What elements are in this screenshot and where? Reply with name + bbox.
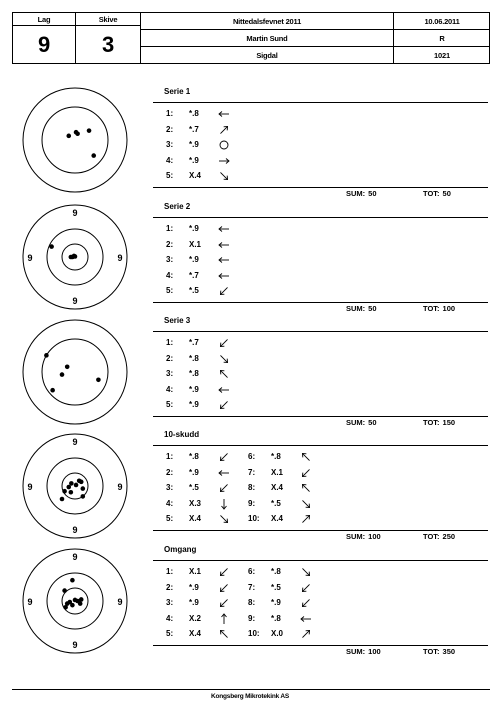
arrow-down-right-icon — [299, 498, 313, 510]
shot-value: *.9 — [189, 384, 199, 394]
series-title: Omgang — [164, 545, 197, 554]
ring-number: 9 — [72, 525, 78, 535]
shot-row — [166, 354, 241, 365]
shot-row — [166, 125, 241, 136]
hit-dot-4 — [73, 254, 78, 259]
series-divider-bottom — [153, 302, 488, 303]
shot-value: *.9 — [189, 582, 199, 592]
shot-number: 3: — [166, 140, 174, 149]
hit-dot-3 — [62, 489, 67, 494]
series-total — [423, 304, 455, 313]
header-table — [12, 12, 490, 64]
arrow-down-left-icon — [217, 451, 231, 463]
shot-row — [248, 614, 323, 625]
arrow-up-icon — [217, 613, 231, 625]
shot-number: 2: — [166, 353, 174, 363]
arrow-up-left-icon — [299, 451, 313, 463]
arrow-left-icon — [217, 108, 231, 120]
shot-row — [166, 271, 241, 282]
shot-value: *.8 — [189, 452, 199, 461]
series-title: Serie 3 — [164, 316, 191, 325]
series-divider-bottom — [153, 645, 488, 646]
shot-number: 2: — [166, 124, 174, 134]
ring-number: 9 — [117, 482, 123, 492]
arrow-down-left-icon — [217, 566, 231, 578]
lag-value: 9 — [13, 26, 76, 64]
arrow-down-right-icon — [217, 353, 231, 365]
hit-dot-2 — [66, 485, 71, 490]
shot-number: 6: — [248, 452, 256, 461]
ring-number: 9 — [72, 640, 78, 650]
sum-value: 100 — [368, 647, 381, 656]
arrow-left-icon — [299, 613, 313, 625]
shot-row — [248, 583, 323, 594]
shot-value: *.8 — [189, 353, 199, 363]
series-sum — [346, 647, 381, 656]
shot-number: 3: — [166, 598, 174, 607]
series-total — [423, 647, 455, 656]
sum-label: SUM: — [346, 647, 366, 656]
shooter-class: R — [394, 30, 490, 47]
shot-value: *.9 — [189, 598, 199, 607]
shot-row — [166, 171, 241, 182]
ring-number: 9 — [117, 597, 123, 607]
shot-number: 5: — [166, 629, 174, 638]
hit-dot-3 — [60, 372, 65, 377]
hit-dot-9 — [60, 497, 65, 502]
shot-number: 3: — [166, 369, 174, 378]
target-3 — [20, 317, 130, 427]
sum-label: SUM: — [346, 304, 366, 313]
shot-number: 9: — [248, 613, 256, 623]
sum-label: SUM: — [346, 532, 366, 541]
shot-value: *.9 — [189, 155, 199, 165]
ring-number: 9 — [72, 296, 78, 306]
shot-row — [248, 598, 323, 609]
hit-dot-10 — [63, 605, 68, 610]
hit-dot-9 — [79, 597, 84, 602]
shot-value: *.8 — [271, 567, 281, 576]
shot-number: 4: — [166, 384, 174, 394]
shot-value: *.8 — [189, 109, 199, 118]
event-name: Nittedalsfevnet 2011 — [141, 13, 394, 30]
sum-label: SUM: — [346, 418, 366, 427]
shot-row — [166, 338, 241, 349]
series-divider-top — [153, 331, 488, 332]
series-block-5 — [153, 545, 488, 660]
hit-dot-2 — [65, 365, 70, 370]
shot-number: 2: — [166, 582, 174, 592]
series-divider-bottom — [153, 416, 488, 417]
ring-number: 9 — [72, 552, 78, 562]
shot-row — [166, 598, 241, 609]
arrow-right-icon — [217, 155, 231, 167]
shot-value: X.4 — [189, 514, 202, 523]
shot-row — [166, 614, 241, 625]
tot-label: TOT: — [423, 189, 440, 198]
shot-value: *.9 — [189, 400, 199, 409]
hit-dot-3 — [74, 130, 79, 135]
tot-label: TOT: — [423, 304, 440, 313]
shot-value: *.9 — [271, 598, 281, 607]
shot-row — [248, 567, 323, 578]
club-name: Sigdal — [141, 47, 394, 64]
shot-value: *.5 — [189, 286, 199, 295]
arrow-down-left-icon — [299, 467, 313, 479]
shot-row — [166, 468, 241, 479]
shot-row — [248, 629, 323, 640]
series-sum — [346, 189, 377, 198]
series-divider-top — [153, 445, 488, 446]
shot-number: 7: — [248, 582, 256, 592]
arrow-down-right-icon — [217, 513, 231, 525]
shot-row — [166, 629, 241, 640]
shot-number: 10: — [248, 514, 260, 523]
target-1 — [20, 85, 130, 195]
arrow-up-left-icon — [217, 368, 231, 380]
shot-value: X.4 — [271, 483, 284, 492]
series-sum — [346, 304, 377, 313]
hit-dot-8 — [69, 490, 74, 495]
hit-dot-7 — [73, 598, 78, 603]
hit-dot-1 — [66, 134, 71, 139]
shot-row — [166, 286, 241, 297]
tot-value: 250 — [442, 532, 456, 541]
ring-number: 9 — [27, 597, 33, 607]
shot-number: 3: — [166, 483, 174, 492]
series-divider-top — [153, 560, 488, 561]
shot-value: *.5 — [271, 498, 281, 508]
shot-row — [166, 369, 241, 380]
arrow-down-right-icon — [299, 566, 313, 578]
shot-number: 3: — [166, 255, 174, 264]
arrow-down-left-icon — [217, 597, 231, 609]
center-circle-icon — [217, 139, 231, 151]
tot-value: 100 — [442, 304, 456, 313]
shot-row — [166, 240, 241, 251]
shot-number: 4: — [166, 270, 174, 280]
sum-value: 50 — [368, 189, 377, 198]
shot-number: 8: — [248, 598, 256, 607]
shot-number: 1: — [166, 109, 174, 118]
arrow-down-left-icon — [217, 285, 231, 297]
hit-dot-7 — [79, 480, 84, 485]
arrow-up-left-icon — [299, 482, 313, 494]
shot-number: 4: — [166, 155, 174, 165]
shooter-name: Martin Sund — [141, 30, 394, 47]
shot-number: 5: — [166, 171, 174, 180]
shot-value: *.9 — [189, 255, 199, 264]
shot-value: *.7 — [189, 124, 199, 134]
series-total — [423, 532, 455, 541]
ring-number: 9 — [27, 482, 33, 492]
shot-value: *.8 — [271, 613, 281, 623]
shot-value: X.1 — [189, 239, 202, 249]
shot-value: *.5 — [271, 582, 281, 592]
series-total — [423, 189, 451, 198]
shot-row — [248, 514, 323, 525]
series-divider-top — [153, 102, 488, 103]
shot-number: 4: — [166, 498, 174, 508]
ring-number: 9 — [72, 208, 78, 218]
shot-value: X.4 — [271, 514, 284, 523]
series-block-4 — [153, 430, 488, 545]
hit-dot-5 — [78, 601, 83, 606]
shot-number: 5: — [166, 514, 174, 523]
shot-number: 1: — [166, 567, 174, 576]
shot-value: X.4 — [189, 171, 202, 180]
arrow-up-right-icon — [217, 124, 231, 136]
arrow-down-left-icon — [299, 582, 313, 594]
shot-row — [166, 483, 241, 494]
shot-row — [248, 499, 323, 510]
target-5 — [20, 546, 130, 656]
shot-number: 10: — [248, 629, 260, 638]
shot-row — [166, 567, 241, 578]
shot-value: *.5 — [189, 483, 199, 492]
series-divider-top — [153, 217, 488, 218]
shot-value: *.7 — [189, 338, 199, 347]
shot-value: X.2 — [189, 613, 202, 623]
target-outer-ring — [23, 88, 127, 192]
sum-label: SUM: — [346, 189, 366, 198]
tot-value: 150 — [442, 418, 456, 427]
shot-row — [166, 400, 241, 411]
shot-value: X.1 — [189, 567, 202, 576]
shot-row — [166, 452, 241, 463]
series-total — [423, 418, 455, 427]
shot-number: 1: — [166, 224, 174, 233]
footer-divider — [12, 689, 490, 690]
tot-value: 50 — [442, 189, 451, 198]
tot-value: 350 — [442, 647, 456, 656]
shot-row — [166, 109, 241, 120]
target-outer-ring — [23, 320, 127, 424]
arrow-down-left-icon — [217, 337, 231, 349]
series-title: Serie 1 — [164, 87, 191, 96]
arrow-up-right-icon — [299, 513, 313, 525]
shot-value: X.3 — [189, 498, 202, 508]
hit-dot-4 — [87, 128, 92, 133]
hit-dot-1 — [44, 353, 49, 358]
hit-dot-4 — [74, 483, 79, 488]
shot-value: *.7 — [189, 270, 199, 280]
ring-number: 9 — [117, 253, 123, 263]
series-divider-bottom — [153, 187, 488, 188]
arrow-down-left-icon — [217, 399, 231, 411]
tot-label: TOT: — [423, 647, 440, 656]
hit-dot-1 — [62, 588, 67, 593]
shot-row — [248, 452, 323, 463]
lag-label: Lag — [13, 13, 76, 26]
arrow-down-left-icon — [217, 482, 231, 494]
shot-number: 5: — [166, 286, 174, 295]
series-block-2 — [153, 202, 488, 317]
shot-number: 9: — [248, 498, 256, 508]
shot-value: X.4 — [189, 629, 202, 638]
shot-row — [166, 156, 241, 167]
shot-number: 2: — [166, 239, 174, 249]
shot-value: X.1 — [271, 467, 284, 477]
shot-value: *.8 — [189, 369, 199, 378]
shooter-id: 1021 — [434, 51, 450, 60]
sum-value: 50 — [368, 304, 377, 313]
series-block-3 — [153, 316, 488, 431]
arrow-left-icon — [217, 270, 231, 282]
shot-row — [166, 583, 241, 594]
shot-row — [248, 468, 323, 479]
arrow-down-left-icon — [217, 582, 231, 594]
arrow-left-icon — [217, 254, 231, 266]
series-sum — [346, 532, 381, 541]
shot-row — [166, 514, 241, 525]
target-inner-ring — [42, 339, 108, 405]
hit-dot-6 — [81, 486, 86, 491]
shot-number: 6: — [248, 567, 256, 576]
sum-value: 100 — [368, 532, 381, 541]
arrow-left-icon — [217, 223, 231, 235]
shot-number: 4: — [166, 613, 174, 623]
arrow-up-right-icon — [299, 628, 313, 640]
shot-number: 5: — [166, 400, 174, 409]
target-2 — [20, 202, 130, 312]
arrow-down-left-icon — [299, 597, 313, 609]
hit-dot-4 — [96, 378, 101, 383]
shot-value: *.9 — [189, 140, 199, 149]
arrow-left-icon — [217, 384, 231, 396]
skive-value: 3 — [76, 26, 141, 64]
arrow-up-left-icon — [217, 628, 231, 640]
tot-label: TOT: — [423, 532, 440, 541]
arrow-left-icon — [217, 467, 231, 479]
arrow-left-icon — [217, 239, 231, 251]
arrow-down-icon — [217, 498, 231, 510]
shot-number: 8: — [248, 483, 256, 492]
shot-row — [166, 255, 241, 266]
target-inner-ring — [42, 107, 108, 173]
shot-number: 1: — [166, 338, 174, 347]
footer-company: Kongsberg Mikrotekink AS — [210, 693, 290, 700]
shot-row — [166, 499, 241, 510]
shot-value: *.9 — [189, 224, 199, 233]
hit-dot-6 — [70, 603, 75, 608]
tot-label: TOT: — [423, 418, 440, 427]
ring-number: 9 — [27, 253, 33, 263]
target-4 — [20, 431, 130, 541]
shot-row — [166, 385, 241, 396]
shot-value: *.9 — [189, 467, 199, 477]
hit-dot-10 — [81, 494, 86, 499]
hit-dot-5 — [50, 388, 55, 393]
series-sum — [346, 418, 377, 427]
series-block-1 — [153, 87, 488, 202]
shot-number: 2: — [166, 467, 174, 477]
series-title: Serie 2 — [164, 202, 191, 211]
series-divider-bottom — [153, 530, 488, 531]
shot-value: X.0 — [271, 629, 284, 638]
shot-row — [166, 140, 241, 151]
shot-row — [248, 483, 323, 494]
shot-number: 1: — [166, 452, 174, 461]
hit-dot-5 — [49, 244, 54, 249]
event-date: 10.06.2011 — [394, 13, 490, 30]
hit-dot-2 — [70, 578, 75, 583]
hit-dot-5 — [91, 153, 96, 158]
skive-label: Skive — [76, 13, 141, 26]
shot-value: *.8 — [271, 452, 281, 461]
shot-row — [166, 224, 241, 235]
sum-value: 50 — [368, 418, 377, 427]
shot-number: 7: — [248, 467, 256, 477]
series-title: 10-skudd — [164, 430, 200, 439]
ring-number: 9 — [72, 437, 78, 447]
arrow-down-right-icon — [217, 170, 231, 182]
